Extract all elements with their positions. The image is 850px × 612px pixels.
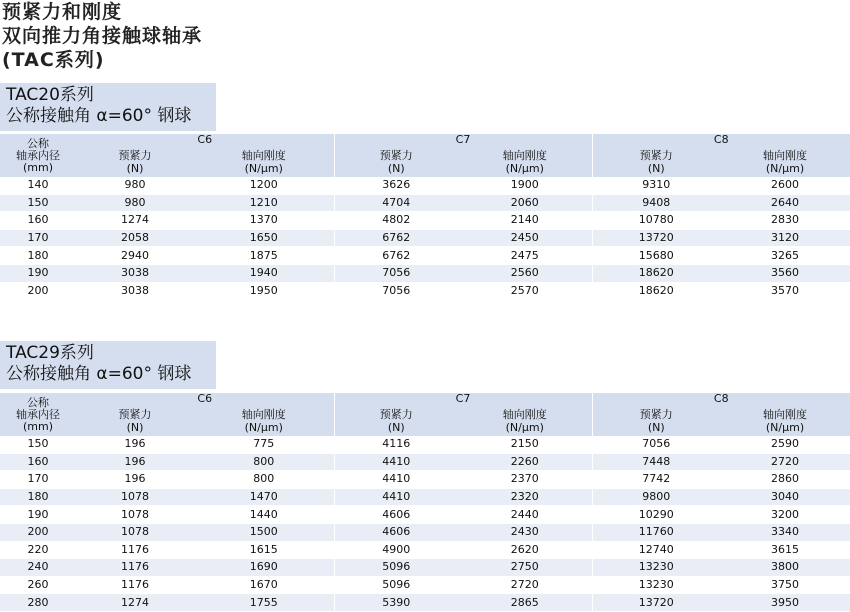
- c7-stiffness-cell: 2260: [458, 453, 592, 471]
- c7-stiffness-cell: 2320: [458, 488, 592, 506]
- table-row: [0, 541, 850, 559]
- c6-stiffness-cell: 800: [194, 453, 334, 471]
- c7-stiffness-cell: 2560: [458, 264, 592, 282]
- c7-preload-cell: 3626: [334, 177, 458, 194]
- table-row: [0, 264, 850, 282]
- c7-stiffness-cell: 2570: [458, 282, 592, 300]
- c8-preload-header: 预紧力 (N): [592, 146, 720, 177]
- table-row: [0, 594, 850, 612]
- c7-stiffness-cell: 2475: [458, 247, 592, 265]
- c8-preload-cell: 7448: [592, 453, 720, 471]
- table-row: [0, 559, 850, 577]
- bore-cell: 200: [0, 282, 76, 300]
- c6-preload-cell: 196: [76, 453, 194, 471]
- c7-stiffness-cell: 2440: [458, 506, 592, 524]
- c8-preload-header: 预紧力 (N): [592, 405, 720, 436]
- c8-preload-cell: 11760: [592, 523, 720, 541]
- c7-preload-cell: 4606: [334, 506, 458, 524]
- c8-preload-cell: 13230: [592, 559, 720, 577]
- c6-stiffness-cell: 1370: [194, 212, 334, 230]
- c8-preload-cell: 13230: [592, 576, 720, 594]
- c6-preload-cell: 3038: [76, 264, 194, 282]
- c7-stiffness-cell: 2750: [458, 559, 592, 577]
- tac29-series-name: TAC29系列: [6, 343, 94, 363]
- c8-stiffness-cell: 3265: [720, 247, 850, 265]
- c8-preload-cell: 12740: [592, 541, 720, 559]
- c8-stiffness-cell: 3615: [720, 541, 850, 559]
- c6-preload-cell: 1078: [76, 523, 194, 541]
- c6-stiffness-cell: 1690: [194, 559, 334, 577]
- c7-stiffness-cell: 2430: [458, 523, 592, 541]
- c8-preload-cell: 9408: [592, 194, 720, 212]
- bore-header: 公称 轴承内径 (mm): [0, 393, 76, 436]
- c7-preload-cell: 4116: [334, 436, 458, 453]
- c8-stiffness-cell: 3950: [720, 594, 850, 612]
- c8-stiffness-header: 轴向刚度 (N/μm): [720, 405, 850, 436]
- tac20-table: [0, 134, 850, 300]
- c8-stiffness-cell: 3340: [720, 523, 850, 541]
- table-row: [0, 436, 850, 453]
- bore-header: 公称 轴承内径 (mm): [0, 134, 76, 177]
- c6-preload-cell: 196: [76, 471, 194, 489]
- bore-cell: 240: [0, 559, 76, 577]
- c7-preload-cell: 4410: [334, 453, 458, 471]
- c6-stiffness-cell: 1615: [194, 541, 334, 559]
- c7-stiffness-cell: 2060: [458, 194, 592, 212]
- c7-stiffness-cell: 1900: [458, 177, 592, 194]
- c6-preload-cell: 1274: [76, 594, 194, 612]
- c7-preload-cell: 4802: [334, 212, 458, 230]
- c8-preload-cell: 7056: [592, 436, 720, 453]
- table-row: [0, 229, 850, 247]
- c6-preload-header: 预紧力 (N): [76, 405, 194, 436]
- tac20-series-name: TAC20系列: [6, 85, 94, 105]
- c8-preload-cell: 7742: [592, 471, 720, 489]
- table-row: [0, 471, 850, 489]
- bore-cell: 160: [0, 453, 76, 471]
- c7-stiffness-cell: 2720: [458, 576, 592, 594]
- c6-stiffness-cell: 1210: [194, 194, 334, 212]
- c6-stiffness-cell: 1500: [194, 523, 334, 541]
- bore-cell: 170: [0, 471, 76, 489]
- table-row: [0, 576, 850, 594]
- bore-cell: 170: [0, 229, 76, 247]
- c8-preload-cell: 13720: [592, 594, 720, 612]
- bore-cell: 180: [0, 488, 76, 506]
- bore-cell: 150: [0, 436, 76, 453]
- c7-stiffness-cell: 2140: [458, 212, 592, 230]
- c7-stiffness-header: 轴向刚度 (N/μm): [458, 146, 592, 177]
- bore-cell: 260: [0, 576, 76, 594]
- c8-preload-cell: 18620: [592, 264, 720, 282]
- c8-stiffness-cell: 3200: [720, 506, 850, 524]
- c8-stiffness-cell: 3560: [720, 264, 850, 282]
- c6-stiffness-cell: 1670: [194, 576, 334, 594]
- c7-preload-header: 预紧力 (N): [334, 146, 458, 177]
- c6-stiffness-header: 轴向刚度 (N/μm): [194, 405, 334, 436]
- c7-stiffness-cell: 2450: [458, 229, 592, 247]
- tac20-contact-angle: 公称接触角 α=60° 钢球: [6, 106, 192, 126]
- c6-preload-cell: 2058: [76, 229, 194, 247]
- table-row: [0, 194, 850, 212]
- c7-preload-cell: 4704: [334, 194, 458, 212]
- tac29-table: [0, 393, 850, 612]
- c7-preload-cell: 4606: [334, 523, 458, 541]
- c6-preload-cell: 2940: [76, 247, 194, 265]
- c6-preload-cell: 1078: [76, 488, 194, 506]
- c8-preload-cell: 15680: [592, 247, 720, 265]
- c6-stiffness-cell: 1940: [194, 264, 334, 282]
- group-c6-header: C6: [76, 134, 334, 146]
- c6-stiffness-cell: 800: [194, 471, 334, 489]
- bore-cell: 280: [0, 594, 76, 612]
- group-c7-header: C7: [334, 134, 592, 146]
- c6-preload-cell: 1176: [76, 541, 194, 559]
- c6-preload-header: 预紧力 (N): [76, 146, 194, 177]
- table-row: [0, 177, 850, 194]
- group-c8-header: C8: [592, 134, 850, 146]
- c6-stiffness-cell: 775: [194, 436, 334, 453]
- c7-preload-cell: 6762: [334, 247, 458, 265]
- bore-cell: 220: [0, 541, 76, 559]
- table-row: [0, 212, 850, 230]
- bore-cell: 140: [0, 177, 76, 194]
- c8-stiffness-cell: 3040: [720, 488, 850, 506]
- c6-stiffness-cell: 1950: [194, 282, 334, 300]
- title-line-2: 双向推力角接触球轴承: [2, 25, 203, 47]
- c8-preload-cell: 18620: [592, 282, 720, 300]
- c6-preload-cell: 980: [76, 194, 194, 212]
- c6-stiffness-cell: 1755: [194, 594, 334, 612]
- bore-cell: 190: [0, 506, 76, 524]
- c6-preload-cell: 1274: [76, 212, 194, 230]
- c8-preload-cell: 10290: [592, 506, 720, 524]
- c7-preload-cell: 7056: [334, 264, 458, 282]
- c7-preload-cell: 6762: [334, 229, 458, 247]
- table-row: [0, 488, 850, 506]
- c8-stiffness-cell: 2590: [720, 436, 850, 453]
- c8-stiffness-cell: 2830: [720, 212, 850, 230]
- c8-stiffness-cell: 3570: [720, 282, 850, 300]
- table-row: [0, 247, 850, 265]
- c7-preload-cell: 5096: [334, 559, 458, 577]
- c6-preload-cell: 1176: [76, 559, 194, 577]
- c7-stiffness-header: 轴向刚度 (N/μm): [458, 405, 592, 436]
- page-title: [2, 0, 202, 72]
- c7-preload-cell: 7056: [334, 282, 458, 300]
- c6-stiffness-cell: 1470: [194, 488, 334, 506]
- bore-cell: 200: [0, 523, 76, 541]
- table-row: [0, 523, 850, 541]
- c8-preload-cell: 9310: [592, 177, 720, 194]
- c7-stiffness-cell: 2865: [458, 594, 592, 612]
- c6-preload-cell: 3038: [76, 282, 194, 300]
- c6-stiffness-cell: 1440: [194, 506, 334, 524]
- c8-stiffness-cell: 2600: [720, 177, 850, 194]
- c8-stiffness-header: 轴向刚度 (N/μm): [720, 146, 850, 177]
- c7-stiffness-cell: 2620: [458, 541, 592, 559]
- c6-preload-cell: 1078: [76, 506, 194, 524]
- table-row: [0, 282, 850, 300]
- c8-preload-cell: 13720: [592, 229, 720, 247]
- c7-stiffness-cell: 2370: [458, 471, 592, 489]
- c8-stiffness-cell: 2860: [720, 471, 850, 489]
- group-c7-header: C7: [334, 393, 592, 405]
- bore-cell: 190: [0, 264, 76, 282]
- table-row: [0, 506, 850, 524]
- c8-stiffness-cell: 3120: [720, 229, 850, 247]
- tac20-series-label: [0, 83, 216, 131]
- c6-stiffness-cell: 1875: [194, 247, 334, 265]
- tac29-contact-angle: 公称接触角 α=60° 钢球: [6, 364, 192, 384]
- c8-stiffness-cell: 2640: [720, 194, 850, 212]
- bore-cell: 180: [0, 247, 76, 265]
- c8-preload-cell: 10780: [592, 212, 720, 230]
- group-c8-header: C8: [592, 393, 850, 405]
- c6-preload-cell: 980: [76, 177, 194, 194]
- table-row: [0, 453, 850, 471]
- bore-cell: 160: [0, 212, 76, 230]
- c7-stiffness-cell: 2150: [458, 436, 592, 453]
- group-c6-header: C6: [76, 393, 334, 405]
- c8-stiffness-cell: 2720: [720, 453, 850, 471]
- c7-preload-header: 预紧力 (N): [334, 405, 458, 436]
- title-line-3: (TAC系列): [2, 49, 105, 71]
- tac29-series-label: [0, 341, 216, 389]
- c8-stiffness-cell: 3750: [720, 576, 850, 594]
- c6-preload-cell: 196: [76, 436, 194, 453]
- title-line-1: 预紧力和刚度: [2, 1, 123, 23]
- c7-preload-cell: 4410: [334, 488, 458, 506]
- c8-preload-cell: 9800: [592, 488, 720, 506]
- c6-stiffness-cell: 1650: [194, 229, 334, 247]
- c7-preload-cell: 5390: [334, 594, 458, 612]
- c6-stiffness-header: 轴向刚度 (N/μm): [194, 146, 334, 177]
- c6-stiffness-cell: 1200: [194, 177, 334, 194]
- c7-preload-cell: 5096: [334, 576, 458, 594]
- c7-preload-cell: 4900: [334, 541, 458, 559]
- c7-preload-cell: 4410: [334, 471, 458, 489]
- c8-stiffness-cell: 3800: [720, 559, 850, 577]
- bore-cell: 150: [0, 194, 76, 212]
- c6-preload-cell: 1176: [76, 576, 194, 594]
